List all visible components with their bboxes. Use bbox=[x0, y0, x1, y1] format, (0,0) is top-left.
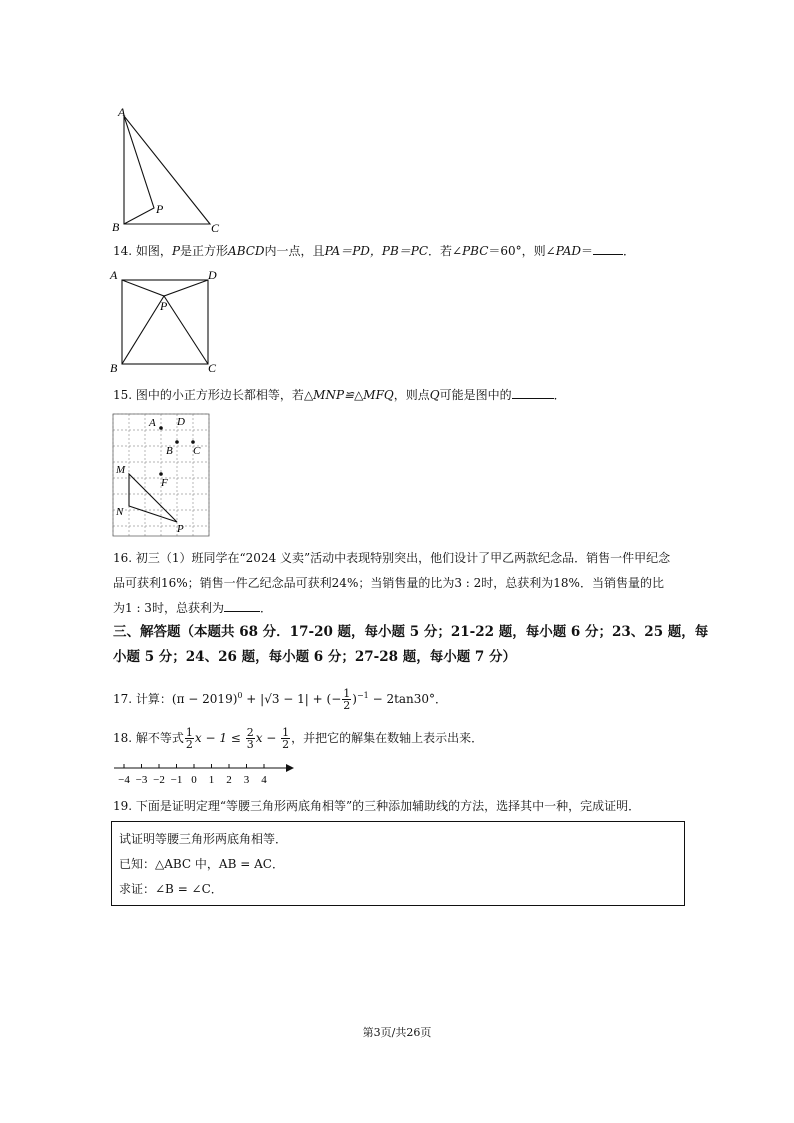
q18-mid-2: x − bbox=[255, 731, 281, 745]
question-16 bbox=[113, 546, 670, 621]
question-17 bbox=[113, 682, 447, 713]
q15-fig-label-C: C bbox=[193, 445, 201, 457]
q18-f2-num: 2 bbox=[246, 726, 254, 739]
q15-fig-label-F: F bbox=[161, 477, 168, 489]
q18-f3-den: 2 bbox=[282, 738, 290, 751]
number-line-label: −1 bbox=[170, 774, 183, 786]
number-line-label: −4 bbox=[118, 774, 130, 786]
q19-box-line-1: 试证明等腰三角形两底角相等． bbox=[119, 832, 288, 846]
q14-end: ． bbox=[623, 244, 636, 258]
q16-line-3-text: 为1 : 3时，总获利为 bbox=[113, 601, 224, 615]
q14-fig-label-C: C bbox=[208, 361, 217, 374]
number-line-label: 0 bbox=[191, 774, 197, 786]
q17-part-1: (π − 2019) bbox=[171, 692, 238, 706]
number-line-label: 2 bbox=[226, 774, 232, 786]
q14-text-3: ．若∠ bbox=[428, 244, 463, 258]
question-15 bbox=[113, 385, 566, 405]
page-number: 第3页/共26页 bbox=[362, 1026, 432, 1039]
q17-part-3: ) bbox=[352, 692, 357, 706]
q17-frac-den: 2 bbox=[343, 699, 351, 712]
q15-fig-label-M: M bbox=[116, 464, 126, 476]
q13-label-C: C bbox=[211, 221, 220, 235]
q14-fig-label-A: A bbox=[110, 268, 118, 282]
q15-text-1: 图中的小正方形边长都相等，若 bbox=[135, 388, 304, 402]
q16-answer-blank[interactable] bbox=[224, 599, 260, 612]
q17-exp-0: 0 bbox=[237, 691, 243, 700]
q18-fraction-2 bbox=[246, 727, 255, 750]
q17-exp-neg1: −1 bbox=[356, 691, 369, 700]
q18-fraction-1 bbox=[185, 727, 194, 750]
q15-number: 15. bbox=[113, 388, 133, 402]
q18-f2-den: 3 bbox=[246, 738, 254, 751]
q15-fig-label-N: N bbox=[116, 506, 124, 518]
q17-frac-num: 1 bbox=[343, 687, 351, 700]
number-line-label: 4 bbox=[261, 774, 267, 786]
q17-part-4: − 2tan30°． bbox=[368, 692, 448, 706]
q15-answer-blank[interactable] bbox=[512, 386, 554, 399]
question-19 bbox=[113, 796, 640, 816]
q18-f3-num: 1 bbox=[282, 726, 290, 739]
q15-fig-label-P: P bbox=[177, 523, 184, 535]
q14-text-4: ＝60°，则∠ bbox=[488, 244, 556, 258]
q18-suffix: ，并把它的解集在数轴上表示出来． bbox=[291, 731, 484, 745]
question-14 bbox=[113, 241, 635, 261]
number-line-label: 1 bbox=[208, 774, 215, 786]
q18-fraction-3 bbox=[281, 727, 290, 750]
q14-fig-label-P: P bbox=[160, 299, 168, 313]
q15-fig-label-A: A bbox=[149, 417, 156, 429]
section-3-line-1: 三、解答题（本题共 68 分．17-20 题，每小题 5 分；21-22 题，每小题 6 分；23、25 题，每 bbox=[113, 624, 709, 640]
q14-square-abcd: ABCD bbox=[228, 244, 265, 258]
q16-line-2: 品可获利16%；销售一件乙纪念品可获利24%；当销售量的比为3 : 2时，总获利为18%．当销售量的比 bbox=[113, 576, 664, 590]
q14-text-5: ＝ bbox=[581, 244, 594, 258]
q14-text-1: 是正方形 bbox=[180, 244, 229, 258]
number-line-label: −3 bbox=[135, 774, 148, 786]
q14-number: 14. bbox=[113, 244, 133, 258]
q14-fig-label-B: B bbox=[110, 361, 118, 374]
q13-label-P: P bbox=[156, 202, 164, 216]
q14-text-before: 如图， bbox=[135, 244, 172, 258]
section-3-heading bbox=[113, 620, 708, 670]
q14-text-2: 内一点，且 bbox=[264, 244, 325, 258]
q15-point-q: Q bbox=[429, 388, 440, 402]
q15-text-2: ，则点 bbox=[393, 388, 430, 402]
q14-point-p: P bbox=[171, 244, 181, 258]
page-footer bbox=[0, 1023, 794, 1043]
number-line-label: −2 bbox=[153, 774, 165, 786]
q15-end: ． bbox=[553, 388, 566, 402]
q13-label-A: A bbox=[118, 105, 126, 119]
section-3-line-2: 小题 5 分；24、26 题，每小题 6 分；27-28 题，每小题 7 分） bbox=[113, 649, 517, 665]
q18-f1-den: 2 bbox=[185, 738, 193, 751]
q13-figure bbox=[108, 104, 224, 236]
q19-text: 19. 下面是证明定理“等腰三角形两底角相等”的三种添加辅助线的方法，选择其中一种，完成证明． bbox=[113, 799, 641, 813]
q14-angle-pad: PAD bbox=[555, 244, 581, 258]
q19-proof-box bbox=[111, 821, 685, 906]
number-line-label: 3 bbox=[243, 774, 250, 786]
q18-number-line bbox=[110, 760, 296, 788]
question-18 bbox=[113, 724, 483, 752]
q14-answer-blank[interactable] bbox=[593, 242, 623, 255]
q16-line-1: 16. 初三（1）班同学在“2024 义卖”活动中表现特别突出，他们设计了甲乙两款纪念品．销售一件甲纪念 bbox=[113, 551, 671, 565]
q16-line-3 bbox=[113, 596, 670, 621]
q19-box-line-2: 已知：△ABC 中，AB = AC． bbox=[119, 857, 284, 871]
q15-grid-figure bbox=[111, 412, 211, 538]
q15-fig-label-D: D bbox=[177, 416, 185, 428]
q15-congruence: △MNP≌△MFQ bbox=[303, 388, 394, 402]
q14-figure bbox=[108, 266, 224, 374]
q15-text-3: 可能是图中的 bbox=[439, 388, 512, 402]
q17-part-2: + |√3 − 1| + (− bbox=[242, 692, 342, 706]
q14-condition: PA＝PD，PB＝PC bbox=[324, 244, 429, 258]
q16-line-3-end: ． bbox=[259, 601, 272, 615]
q19-box-line-3: 求证：∠B = ∠C． bbox=[119, 882, 223, 896]
q17-prefix: 17. 计算： bbox=[113, 692, 172, 706]
q15-fig-label-B: B bbox=[166, 445, 173, 457]
q14-angle-pbc: PBC bbox=[462, 244, 489, 258]
q13-label-B: B bbox=[112, 220, 120, 234]
q17-fraction bbox=[342, 688, 351, 711]
q18-f1-num: 1 bbox=[185, 726, 193, 739]
q18-mid-1: x − 1 ≤ bbox=[194, 731, 245, 745]
q18-prefix: 18. 解不等式 bbox=[113, 731, 184, 745]
q14-fig-label-D: D bbox=[208, 268, 217, 282]
